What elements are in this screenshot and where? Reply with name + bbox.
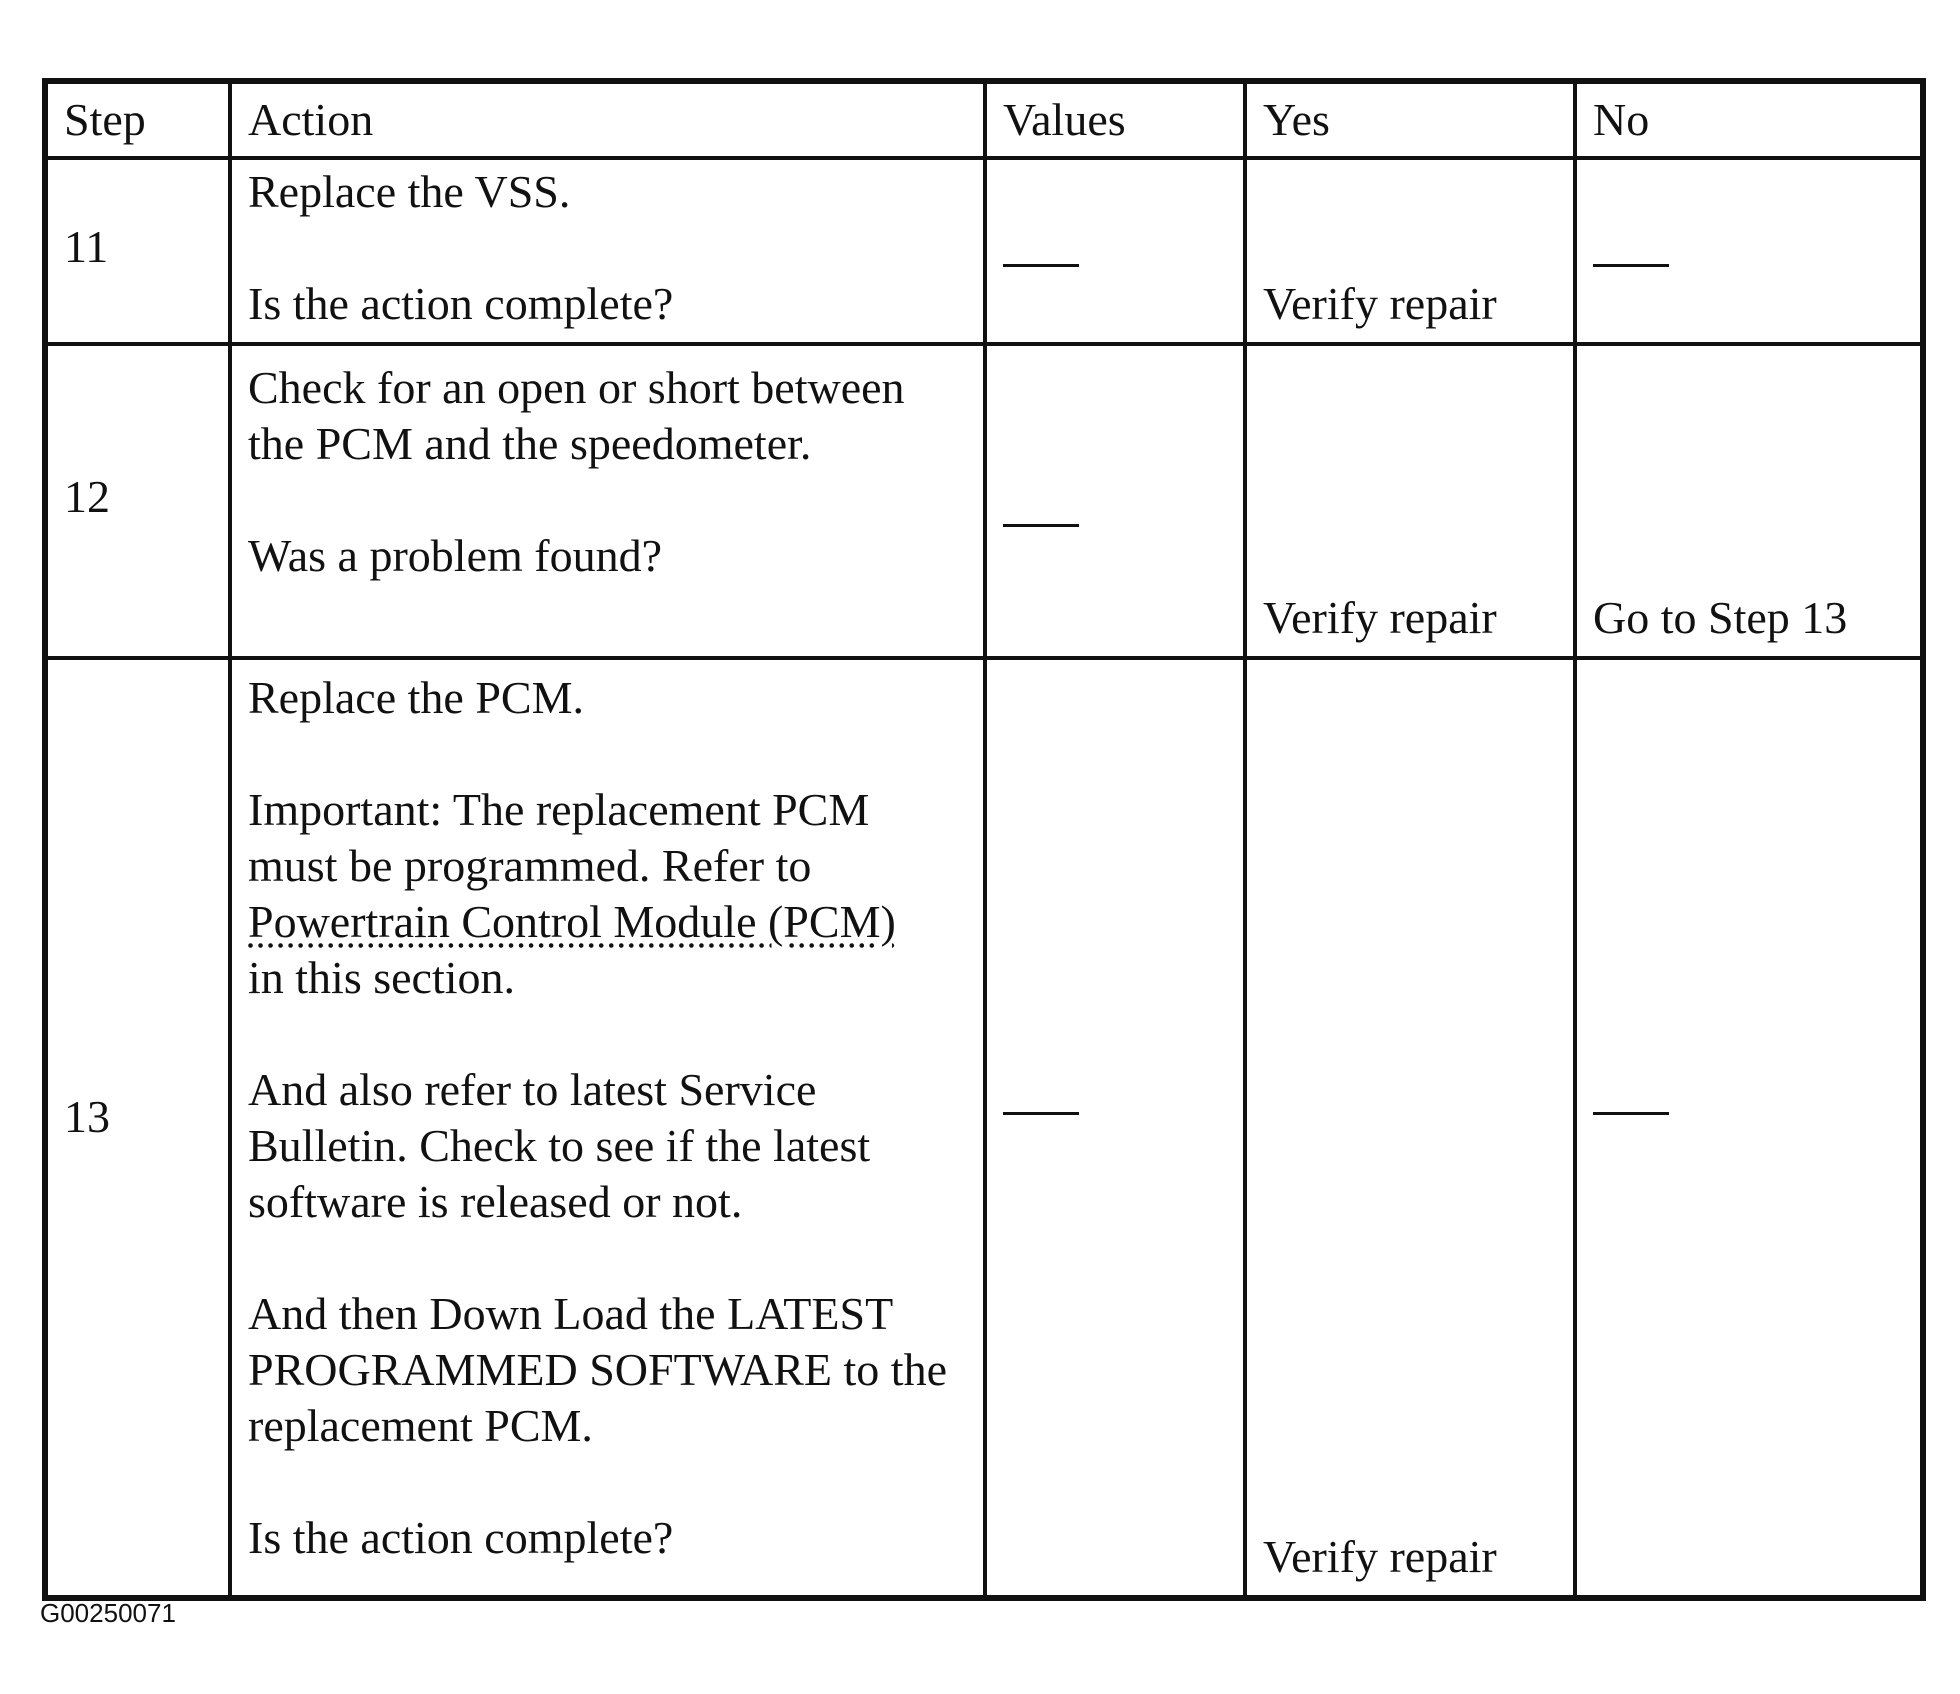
action-cell: [230, 658, 985, 1598]
no-cell: [1575, 158, 1923, 344]
header-yes: Yes: [1245, 81, 1575, 158]
no-text: Go to Step 13: [1593, 592, 1848, 643]
yes-text: Verify repair: [1263, 1531, 1497, 1582]
action-download: And then Down Load the LATEST PROGRAMMED SOFTWARE to the replacement PCM.: [248, 1288, 948, 1451]
values-dash: [1003, 1112, 1079, 1115]
table-row-step-12: [45, 344, 1923, 658]
step-cell: [45, 158, 230, 344]
step-number: 12: [64, 471, 110, 522]
yes-cell: [1245, 344, 1575, 658]
action-text: Replace the VSS.: [248, 166, 571, 217]
values-cell: [985, 658, 1245, 1598]
pcm-reference-link[interactable]: Powertrain Control Module (PCM): [248, 896, 896, 947]
step-number: 13: [64, 1091, 110, 1142]
action-question: Is the action complete?: [248, 278, 674, 329]
action-bulletin: And also refer to latest Service Bulletin. Check to see if the latest software is released or not.: [248, 1064, 871, 1227]
step-number: 11: [64, 221, 109, 272]
diagnostic-table: [42, 78, 1926, 1601]
values-cell: [985, 344, 1245, 658]
action-question: Was a problem found?: [248, 530, 662, 581]
header-step: Step: [45, 81, 230, 158]
header-row: [45, 81, 1923, 158]
header-action: Action: [230, 81, 985, 158]
no-dash: [1593, 1112, 1669, 1115]
action-text: Check for an open or short between the PCM and the speedometer.: [248, 362, 905, 469]
no-cell: [1575, 658, 1923, 1598]
step-cell: [45, 344, 230, 658]
important-note: Important: The replacement PCM must be programmed. Refer to: [248, 784, 870, 891]
action-question: Is the action complete?: [248, 1512, 674, 1563]
no-dash: [1593, 264, 1669, 267]
header-no: No: [1575, 81, 1923, 158]
values-cell: [985, 158, 1245, 344]
figure-code: G00250071: [40, 1598, 176, 1628]
action-cell: [230, 158, 985, 344]
action-text: Replace the PCM.: [248, 672, 584, 723]
table-row-step-13: [45, 658, 1923, 1598]
action-cell: [230, 344, 985, 658]
yes-text: Verify repair: [1263, 278, 1497, 329]
step-cell: [45, 658, 230, 1598]
yes-cell: [1245, 658, 1575, 1598]
section-reference: in this section.: [248, 952, 516, 1003]
action-important: [248, 782, 967, 1006]
table-row-step-11: [45, 158, 1923, 344]
no-cell: [1575, 344, 1923, 658]
header-values: Values: [985, 81, 1245, 158]
values-dash: [1003, 264, 1079, 267]
values-dash: [1003, 524, 1079, 527]
yes-text: Verify repair: [1263, 592, 1497, 643]
yes-cell: [1245, 158, 1575, 344]
